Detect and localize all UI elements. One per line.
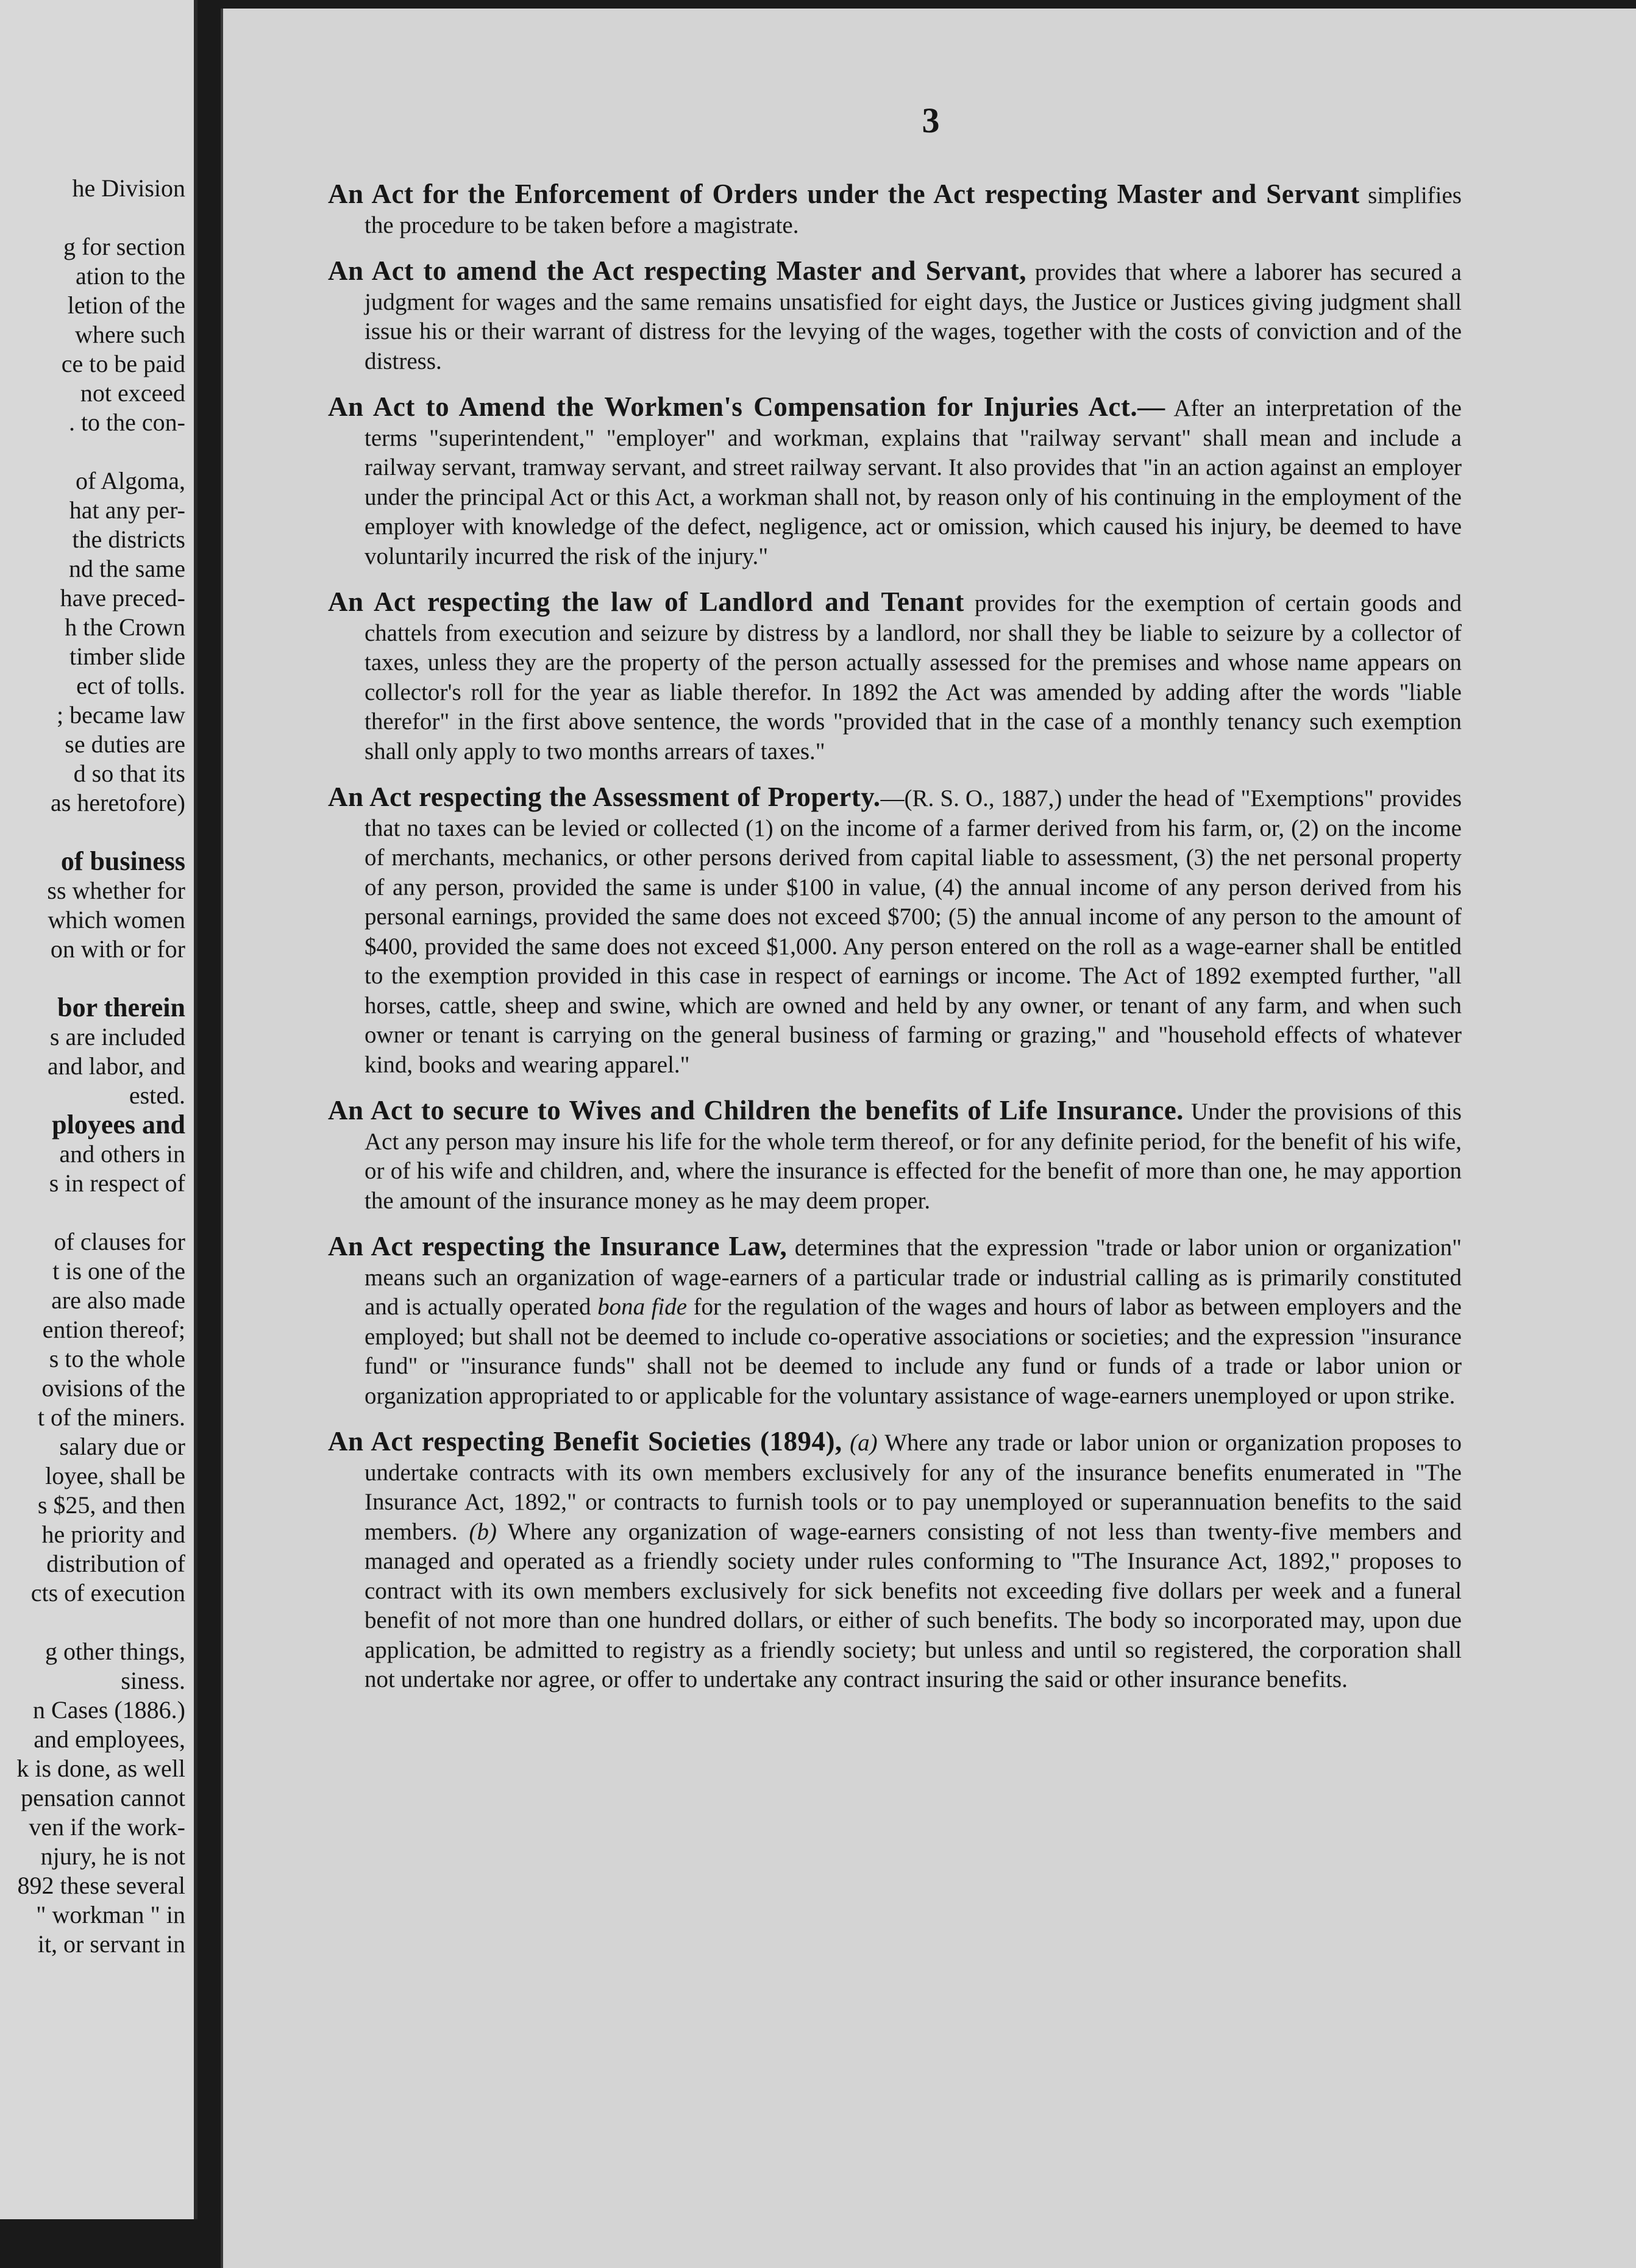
facing-page-line: " workman " in (36, 1901, 185, 1928)
act-title: An Act to Amend the Workmen's Compensation for Injuries Act.— (328, 391, 1165, 422)
act-title: An Act respecting the law of Landlord and Tenant (328, 587, 964, 617)
facing-page-line: g other things, (45, 1638, 185, 1665)
facing-page-edge (0, 0, 197, 2219)
facing-page-line: n Cases (1886.) (33, 1696, 185, 1724)
act-entry-insurance-law (328, 1232, 1462, 1411)
facing-page-line: t of the miners. (37, 1403, 185, 1431)
facing-page-line: timber slide (69, 643, 185, 670)
act-title: An Act for the Enforcement of Orders under the Act respecting Master and Servant (328, 179, 1360, 209)
act-entry-master-servant-orders (328, 179, 1462, 240)
facing-page-line: siness. (121, 1667, 185, 1694)
facing-page-line: are also made (51, 1286, 185, 1314)
facing-page-line: of clauses for (54, 1228, 185, 1255)
clause-label: (a) (850, 1430, 878, 1456)
act-body: provides for the exemption of certain goods and chattels from execution and seizure by distress by a landlord, nor shall they be liable to seizure by a collector of taxes, unless they are the property of the person actually assessed for the premises and whose name appears on collector's roll for the year as liable therefor. In 1892 the Act was amended by adding after the words "liable therefor" in the first above sentence, the words "provided that in the case of a monthly tenancy such exemption shall only apply to two months arrears of taxes." (365, 590, 1462, 765)
facing-page-line: have preced- (60, 584, 185, 612)
page-content (328, 179, 1462, 1711)
document-page (221, 9, 1636, 2268)
facing-page-line: ven if the work- (29, 1813, 185, 1841)
facing-page-line: ect of tolls. (76, 672, 185, 699)
facing-page-line: k is done, as well (16, 1755, 185, 1782)
act-body: —(R. S. O., 1887,) under the head of "Exemptions" provides that no taxes can be levied or collected (1) on the income of a farmer derived from his farm, or, (2) on the income of merchants, mechanics, or other persons derived from capital liable to assessment, (3) the net personal property of any person, provided the same is under $100 in value, (4) the annual income of any person derived from his personal earnings, provided the same does not exceed $700; (5) the annual income of any person to the amount of $400, provided the same does not exceed $1,000. Any person entered on the roll as a wage-earner shall be entitled to the exemption provided in this case in respect of earnings or income. The Act of 1892 exempted further, "all horses, cattle, sheep and swine, which are owned and held by any owner, or tenant of any farm, and when such owner or tenant is carrying on the general business of farming or grazing," and "household effects of whatever kind, books and wearing apparel." (365, 785, 1462, 1078)
act-body: Under the provisions of this Act any person may insure his life for the whole term thereof, or for any definite period, for the benefit of his wife, or of his wife and children, and, where the insurance is effected for the benefit of more than one, he may apportion the amount of the insurance money as he may deem proper. (365, 1099, 1462, 1214)
facing-page-line: t is one of the (52, 1257, 185, 1285)
facing-page-line: of business (60, 846, 185, 876)
facing-page-line: and labor, and (47, 1052, 185, 1080)
facing-page-line: which women (48, 906, 185, 933)
facing-page-line: nd the same (68, 555, 185, 582)
facing-page-line: not exceed (80, 379, 185, 407)
facing-page-line: d so that its (73, 760, 185, 787)
facing-page-line: bor therein (57, 993, 185, 1022)
facing-page-line: as heretofore) (51, 789, 185, 816)
act-body: provides that where a laborer has secured a judgment for wages and the same remains unsatisfied for eight days, the Justice or Justices giving judgment shall issue his or their warrant of distress for the levying of the wages, together with the costs of conviction and of the distress. (365, 259, 1462, 374)
facing-page-line: . to the con- (68, 408, 185, 436)
act-body: Where any trade or labor union or organization proposes to undertake contracts with its own members exclusively for any of the insurance benefits enumerated in "The Insurance Act, 1892," or contracts to furnish tools or to pay unemployed or superannuation benefits to the said members. (365, 1430, 1462, 1545)
facing-page-line: pensation cannot (21, 1784, 185, 1811)
facing-page-gap (2, 1608, 185, 1637)
act-entry-workmens-compensation (328, 392, 1462, 571)
facing-page-gap (2, 437, 185, 466)
act-title: An Act respecting Benefit Societies (1894), (328, 1426, 842, 1457)
facing-page-gap (2, 203, 185, 232)
facing-page-line: of Algoma, (76, 467, 185, 494)
act-title: An Act respecting the Assessment of Property. (328, 782, 881, 812)
facing-page-line: on with or for (50, 935, 185, 963)
facing-page-line: ployees and (52, 1110, 185, 1139)
facing-page-line: where such (74, 321, 185, 348)
facing-page-line: s in respect of (49, 1169, 185, 1197)
act-body: After an interpretation of the terms "superintendent," "employer" and workman, explains that "railway servant" shall mean and include a railway servant, tramway servant, and street railway servant. It also provides that "in an action against an employer under the principal Act or this Act, a workman shall not, by reason only of his continuing in the employment of the employer with knowledge of the defect, negligence, act or omission, which caused his injury, be deemed to have voluntarily incurred the risk of the injury." (365, 395, 1462, 569)
facing-page-line: he priority and (41, 1521, 185, 1548)
facing-page-gap (2, 818, 185, 847)
act-body: determines that the expression "trade or labor union or organization" means such an organization of wage-earners of a particular trade or industrial calling as is primarily constituted and is actually operated (365, 1235, 1462, 1320)
act-entry-landlord-tenant (328, 587, 1462, 766)
facing-page-line: distribution of (46, 1550, 185, 1577)
act-body: Where any organization of wage-earners consisting of not less than twenty-five members and managed and operated as a friendly society under rules conforming to "The Insurance Act, 1892," proposes to contract with its own members exclusively for sick benefits not exceeding five dollars per week and a funeral benefit of not more than one hundred dollars, or either of such benefits. The body so incorporated may, upon due application, be admitted to registry as a friendly society; but unless and until so registered, the corporation shall not undertake nor agree, or offer to undertake any contract insuring the said or other insurance benefits. (365, 1518, 1462, 1692)
facing-page-line: ation to the (76, 262, 185, 290)
act-body: simplifies the procedure to be taken before a magistrate. (365, 182, 1462, 238)
act-title: An Act to secure to Wives and Children the benefits of Life Insurance. (328, 1095, 1184, 1125)
facing-page-line: and others in (59, 1140, 185, 1168)
facing-page-line: ention thereof; (42, 1316, 185, 1343)
facing-page-line: s $25, and then (37, 1491, 185, 1519)
facing-page-line: cts of execution (30, 1579, 185, 1606)
act-entry-master-servant-amend (328, 256, 1462, 376)
facing-page-line: s to the whole (49, 1345, 185, 1372)
facing-page-line: s are included (49, 1023, 185, 1050)
act-entry-assessment-property (328, 782, 1462, 1080)
act-title: An Act to amend the Act respecting Master and Servant, (328, 255, 1026, 286)
facing-page-line: ss whether for (47, 877, 185, 904)
page-number: 3 (922, 101, 940, 140)
act-body: for the regulation of the wages and hours of labor as between employers and the employed; but shall not be deemed to include co-operative associations or societies; and the expression "insurance fund" or "insurance funds" shall not be deemed to include any fund or funds of a trade or labor union or organization appropriated to or applicable for the voluntary assistance of wage-earners unemployed or upon strike. (365, 1294, 1462, 1409)
facing-page-line: 892 these several (17, 1872, 185, 1899)
facing-page-gap (2, 1198, 185, 1227)
act-title: An Act respecting the Insurance Law, (328, 1231, 788, 1261)
act-body-italic: bona fide (597, 1294, 688, 1320)
act-entry-life-insurance (328, 1096, 1462, 1216)
facing-page-line: se duties are (65, 730, 185, 758)
facing-page-line: ovisions of the (41, 1374, 185, 1402)
facing-page-line: and employees, (34, 1725, 185, 1753)
facing-page-line: it, or servant in (37, 1930, 185, 1958)
facing-page-line: ested. (129, 1082, 185, 1109)
facing-page-gap (2, 964, 185, 993)
act-entry-benefit-societies (328, 1427, 1462, 1695)
clause-label: (b) (469, 1518, 497, 1545)
facing-page-line: the districts (72, 526, 185, 553)
facing-page-line: salary due or (59, 1433, 185, 1460)
facing-page-line: hat any per- (69, 496, 185, 524)
facing-page-line: letion of the (67, 291, 185, 319)
facing-page-line: ce to be paid (61, 350, 185, 377)
facing-page-line: h the Crown (65, 613, 185, 641)
facing-page-line: ; became law (57, 701, 185, 729)
facing-page-text (2, 174, 185, 1959)
facing-page-line: he Division (72, 174, 185, 202)
facing-page-line: loyee, shall be (45, 1462, 185, 1489)
facing-page-line: g for section (63, 233, 185, 260)
facing-page-line: njury, he is not (40, 1842, 185, 1870)
